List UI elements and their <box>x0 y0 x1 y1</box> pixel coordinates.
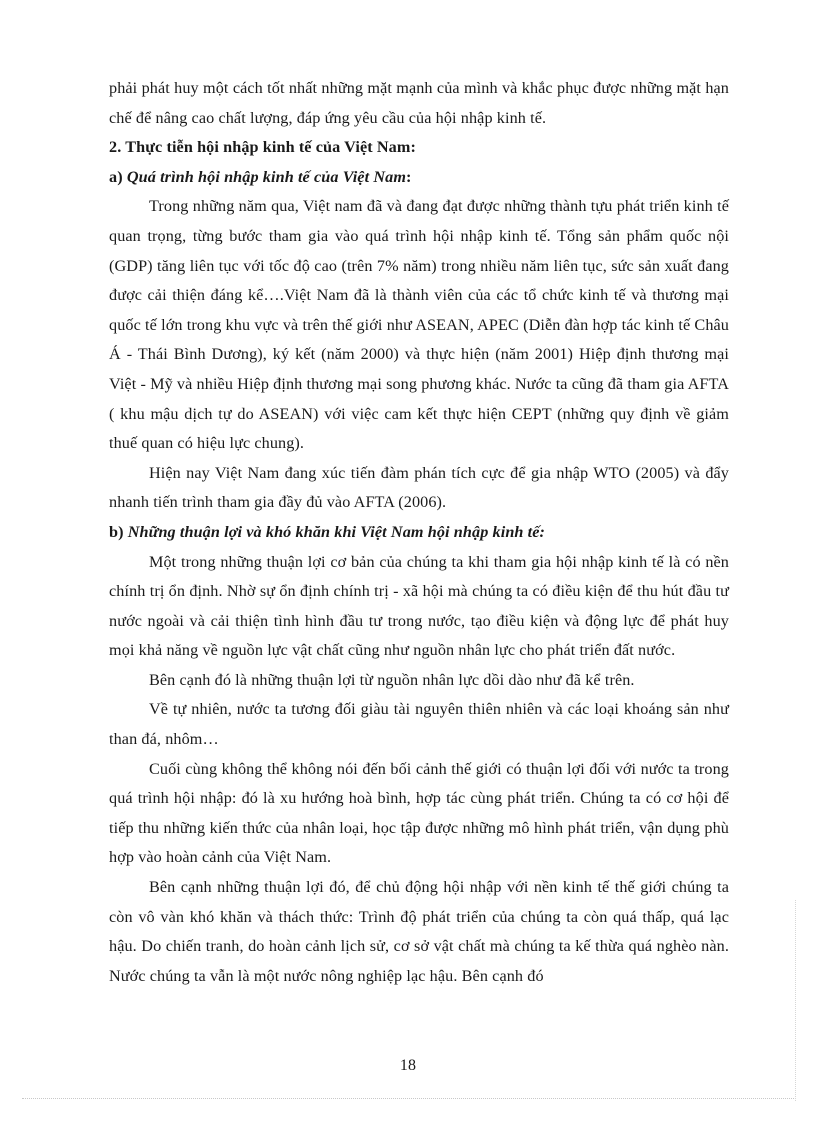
subsection-heading-a <box>109 163 729 193</box>
section-heading-2 <box>109 133 729 163</box>
paragraph-integration-progress: Trong những năm qua, Việt nam đã và đang đạt được những thành tựu phát triển kinh tế quan trọng, từng bước tham gia vào quá trình hội nhập kinh tế. Tổng sản phẩm quốc nội (GDP) tăng liên tục với tốc độ cao (trên 7% năm) trong nhiều năm liên tục, sức sản xuất đang được cải thiện đáng kể….Việt Nam đã là thành viên của các tổ chức kinh tế và thương mại quốc tế lớn trong khu vực và trên thế giới như ASEAN, APEC (Diễn đàn hợp tác kinh tế Châu Á - Thái Bình Dương), ký kết (năm 2000) và thực hiện (năm 2001) Hiệp định thương mại Việt - Mỹ và nhiều Hiệp định thương mại song phương khác. Nước ta cũng đã tham gia AFTA ( khu mậu dịch tự do ASEAN) với việc cam kết thực hiện CEPT (những quy định về giảm thuế quan có hiệu lực chung). <box>109 197 729 453</box>
paragraph-human-resources: Bên cạnh đó là những thuận lợi từ nguồn nhân lực dồi dào như đã kể trên. <box>149 670 635 689</box>
paragraph-world-context: Cuối cùng không thể không nói đến bối cảnh thế giới có thuận lợi đối với nước ta trong quá trình hội nhập: đó là xu hướng hoà bình, hợp tác cùng phát triển. Chúng ta có cơ hội để tiếp thu những kiến thức của nhân loại, học tập được những mô hình phát triển, vận dụng phù hợp vào hoàn cảnh của Việt Nam. <box>109 759 729 867</box>
subsection-number: b) <box>109 522 128 541</box>
paragraph-wto-accession: Hiện nay Việt Nam đang xúc tiến đàm phán tích cực để gia nhập WTO (2005) và đẩy nhanh tiến trình tham gia đầy đủ vào AFTA (2006). <box>109 463 729 512</box>
subsection-heading-b <box>109 518 729 548</box>
subsection-title: Những thuận lợi và khó khăn khi Việt Nam hội nhập kinh tế: <box>127 522 546 541</box>
subsection-title: Quá trình hội nhập kinh tế của Việt Nam <box>126 167 407 186</box>
paragraph-natural-resources: Về tự nhiên, nước ta tương đối giàu tài nguyên thiên nhiên và các loại khoáng sản như than đá, nhôm… <box>109 700 729 749</box>
page-body <box>109 74 729 991</box>
subsection-number: a) <box>109 167 127 186</box>
paragraph-challenges: Bên cạnh những thuận lợi đó, để chủ động hội nhập với nền kinh tế thế giới chúng ta còn vô vàn khó khăn và thách thức: Trình độ phát triển của chúng ta còn quá thấp, quá lạc hậu. Do chiến tranh, do hoàn cảnh lịch sử, cơ sở vật chất mà chúng ta kế thừa quá nghèo nàn. Nước chúng ta vẫn là một nước nông nghiệp lạc hậu. Bên cạnh đó <box>109 878 729 985</box>
page-number: 18 <box>399 1057 417 1074</box>
page-bottom-border <box>22 1098 794 1099</box>
paragraph-political-stability: Một trong những thuận lợi cơ bản của chúng ta khi tham gia hội nhập kinh tế là có nền chính trị ổn định. Nhờ sự ổn định chính trị - xã hội mà chúng ta có điều kiện để thu hút đầu tư nước ngoài và cải thiện tình hình đầu tư trong nước, tạo điều kiện và động lực để phát huy mọi khả năng về nguồn lực vật chất cũng như nguồn nhân lực cho phát triển đất nước. <box>109 552 729 660</box>
section-title: Thực tiễn hội nhập kinh tế của Việt Nam: <box>125 138 416 157</box>
page-right-border <box>795 900 796 1101</box>
paragraph-intro-continued: phải phát huy một cách tốt nhất những mặt mạnh của mình và khắc phục được những mặt hạn chế để nâng cao chất lượng, đáp ứng yêu cầu của hội nhập kinh tế. <box>109 79 729 127</box>
section-number: 2. <box>109 138 126 157</box>
subsection-suffix: : <box>406 167 412 186</box>
